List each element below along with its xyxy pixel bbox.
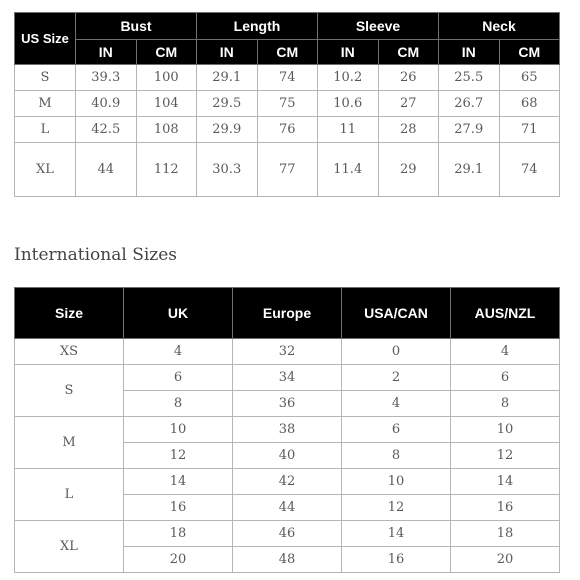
conversion-cell: 14 xyxy=(342,521,451,547)
europe-header: Europe xyxy=(233,288,342,339)
us-size-header: US Size xyxy=(15,13,76,65)
conversion-cell: 18 xyxy=(451,521,560,547)
measurement-cell: 76 xyxy=(257,117,318,143)
table-row xyxy=(15,91,560,117)
conversion-cell: 2 xyxy=(342,365,451,391)
measurement-cell: 77 xyxy=(257,143,318,197)
measurement-cell: 74 xyxy=(499,143,560,197)
measurement-cell: 29.5 xyxy=(197,91,258,117)
conversion-cell: 48 xyxy=(233,547,342,573)
conversion-cell: 6 xyxy=(451,365,560,391)
measurement-cell: 75 xyxy=(257,91,318,117)
international-sizes-title: International Sizes xyxy=(14,245,178,265)
size-cell: M xyxy=(15,417,124,469)
size-chart-group-header-row xyxy=(15,13,560,40)
conversion-cell: 10 xyxy=(342,469,451,495)
neck-cm-header: CM xyxy=(499,40,560,65)
table-row xyxy=(15,469,560,495)
conversion-cell: 4 xyxy=(342,391,451,417)
conversion-cell: 32 xyxy=(233,339,342,365)
conversion-cell: 16 xyxy=(342,547,451,573)
measurement-cell: 74 xyxy=(257,65,318,91)
length-in-header: IN xyxy=(197,40,258,65)
measurement-cell: 112 xyxy=(136,143,197,197)
measurement-cell: 100 xyxy=(136,65,197,91)
conversion-cell: 42 xyxy=(233,469,342,495)
measurement-cell: 44 xyxy=(76,143,137,197)
conversion-cell: 6 xyxy=(342,417,451,443)
conversion-cell: 4 xyxy=(124,339,233,365)
measurement-cell: 27 xyxy=(378,91,439,117)
measurement-cell: 10.2 xyxy=(318,65,379,91)
sleeve-in-header: IN xyxy=(318,40,379,65)
sleeve-cm-header: CM xyxy=(378,40,439,65)
conversion-cell: 40 xyxy=(233,443,342,469)
measurement-cell: 30.3 xyxy=(197,143,258,197)
table-row xyxy=(15,521,560,547)
bust-in-header: IN xyxy=(76,40,137,65)
conversion-cell: 6 xyxy=(124,365,233,391)
measurement-cell: 27.9 xyxy=(439,117,500,143)
usa-can-header: USA/CAN xyxy=(342,288,451,339)
measurement-cell: 108 xyxy=(136,117,197,143)
measurement-cell: 29 xyxy=(378,143,439,197)
measurement-cell: 42.5 xyxy=(76,117,137,143)
us-size-chart-table xyxy=(14,12,560,197)
size-cell: S xyxy=(15,365,124,417)
conversion-cell: 18 xyxy=(124,521,233,547)
conversion-cell: 0 xyxy=(342,339,451,365)
conversion-cell: 20 xyxy=(451,547,560,573)
measurement-cell: 26.7 xyxy=(439,91,500,117)
measurement-cell: 26 xyxy=(378,65,439,91)
measurement-cell: 28 xyxy=(378,117,439,143)
uk-header: UK xyxy=(124,288,233,339)
table-row xyxy=(15,339,560,365)
conversion-cell: 36 xyxy=(233,391,342,417)
conversion-cell: 14 xyxy=(124,469,233,495)
measurement-cell: 71 xyxy=(499,117,560,143)
conversion-cell: 14 xyxy=(451,469,560,495)
aus-nzl-header: AUS/NZL xyxy=(451,288,560,339)
conversion-cell: 8 xyxy=(124,391,233,417)
conversion-cell: 46 xyxy=(233,521,342,547)
size-cell: S xyxy=(15,65,76,91)
neck-header: Neck xyxy=(439,13,560,40)
conversion-cell: 4 xyxy=(451,339,560,365)
conversion-cell: 12 xyxy=(342,495,451,521)
bust-cm-header: CM xyxy=(136,40,197,65)
measurement-cell: 11 xyxy=(318,117,379,143)
table-row xyxy=(15,143,560,197)
conversion-cell: 16 xyxy=(124,495,233,521)
size-cell: L xyxy=(15,117,76,143)
conversion-cell: 34 xyxy=(233,365,342,391)
size-cell: M xyxy=(15,91,76,117)
conversion-cell: 38 xyxy=(233,417,342,443)
measurement-cell: 68 xyxy=(499,91,560,117)
size-cell: L xyxy=(15,469,124,521)
measurement-cell: 29.1 xyxy=(439,143,500,197)
length-cm-header: CM xyxy=(257,40,318,65)
conversion-cell: 12 xyxy=(124,443,233,469)
neck-in-header: IN xyxy=(439,40,500,65)
measurement-cell: 29.9 xyxy=(197,117,258,143)
measurement-cell: 10.6 xyxy=(318,91,379,117)
size-cell: XL xyxy=(15,143,76,197)
table-row xyxy=(15,365,560,391)
table-row xyxy=(15,117,560,143)
table-row xyxy=(15,65,560,91)
conversion-cell: 20 xyxy=(124,547,233,573)
international-sizes-table xyxy=(14,287,560,573)
size-cell: XL xyxy=(15,521,124,573)
measurement-cell: 104 xyxy=(136,91,197,117)
conversion-cell: 12 xyxy=(451,443,560,469)
size-header: Size xyxy=(15,288,124,339)
measurement-cell: 29.1 xyxy=(197,65,258,91)
measurement-cell: 25.5 xyxy=(439,65,500,91)
conversion-cell: 16 xyxy=(451,495,560,521)
conversion-cell: 10 xyxy=(451,417,560,443)
size-chart-body xyxy=(15,65,560,197)
conversion-cell: 10 xyxy=(124,417,233,443)
international-body xyxy=(15,339,560,573)
table-row xyxy=(15,417,560,443)
measurement-cell: 39.3 xyxy=(76,65,137,91)
bust-header: Bust xyxy=(76,13,197,40)
measurement-cell: 40.9 xyxy=(76,91,137,117)
size-cell: XS xyxy=(15,339,124,365)
conversion-cell: 44 xyxy=(233,495,342,521)
size-chart-unit-header-row xyxy=(15,40,560,65)
conversion-cell: 8 xyxy=(451,391,560,417)
sleeve-header: Sleeve xyxy=(318,13,439,40)
international-header-row xyxy=(15,288,560,339)
conversion-cell: 8 xyxy=(342,443,451,469)
length-header: Length xyxy=(197,13,318,40)
measurement-cell: 65 xyxy=(499,65,560,91)
measurement-cell: 11.4 xyxy=(318,143,379,197)
